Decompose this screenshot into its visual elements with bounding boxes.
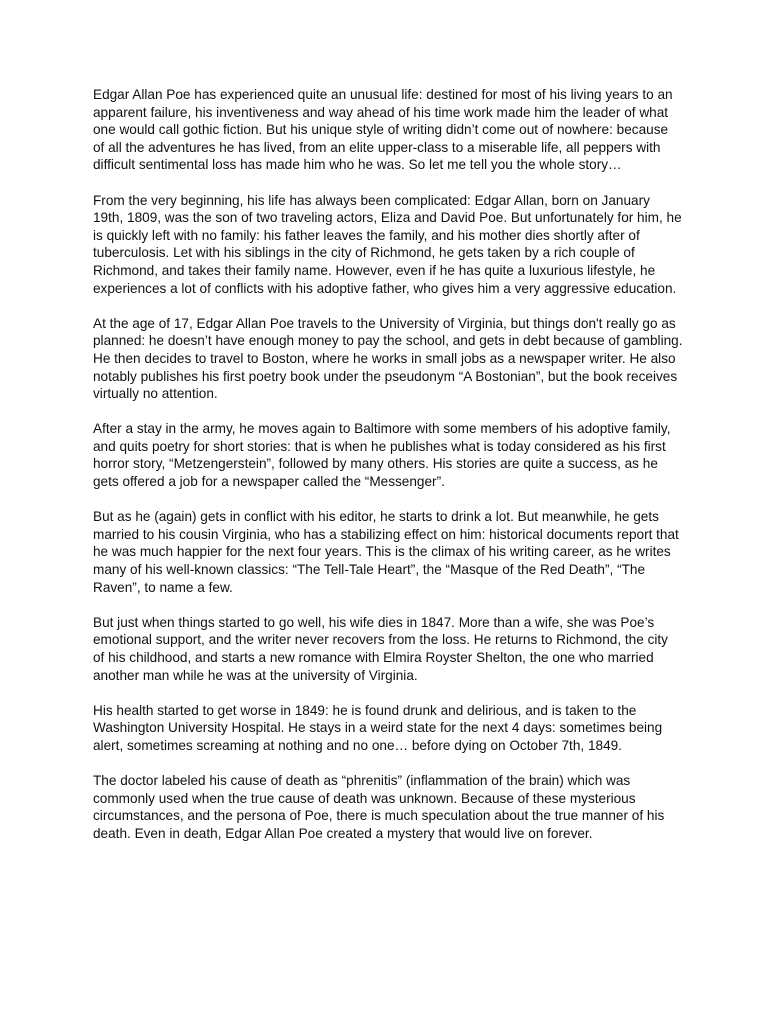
paragraph-marriage: But as he (again) gets in conflict with his editor, he starts to drink a lot. But meanwhile, he gets married to his cousin Virginia, who has a stabilizing effect on him: historical documents report that he was much happier for the next four years. This is the climax of his writing career, as he writes many of his well-known classics: “The Tell-Tale Heart”, the “Masque of the Red Death”, “The Raven”, to name a few. xyxy=(93,509,679,595)
paragraph-baltimore: After a stay in the army, he moves again to Baltimore with some members of his adoptive family, and quits poetry for short stories: that is when he publishes what is today considered as his first horror story, “Metzengerstein”, followed by many others. His stories are quite a success, as he gets offered a job for a newspaper called the “Messenger”. xyxy=(93,421,671,490)
paragraph-intro: Edgar Allan Poe has experienced quite an unusual life: destined for most of his living years to an apparent failure, his inventiveness and way ahead of his time work made him the leader of what one would call gothic fiction. But his unique style of writing didn’t come out of nowhere: because of all the adventures he has lived, from an elite upper-class to a miserable life, all peppers with difficult sentimental loss has made him who he was. So let me tell you the whole story… xyxy=(93,87,673,173)
paragraph-university: At the age of 17, Edgar Allan Poe travels to the University of Virginia, but things don't really go as planned: he doesn’t have enough money to pay the school, and gets in debt because of gambling. He then decides to travel to Boston, where he works in small jobs as a newspaper writer. He also notably publishes his first poetry book under the pseudonym “A Bostonian”, but the book receives virtually no attention. xyxy=(93,315,683,402)
paragraph-early-life: From the very beginning, his life has always been complicated: Edgar Allan, born on January 19th, 1809, was the son of two traveling actors, Eliza and David Poe. But unfortunately for him, he is quickly left with no family: his father leaves the family, and his mother dies shortly after of tuberculosis. Let with his siblings in the city of Richmond, he gets taken by a rich couple of Richmond, and takes their family name. However, even if he has quite a luxurious lifestyle, he experiences a lot of conflicts with his adoptive father, who gives him a very aggressive education. xyxy=(93,192,682,296)
paragraph-wife-death: But just when things started to go well, his wife dies in 1847. More than a wife, she was Poe’s emotional support, and the writer never recovers from the loss. He returns to Richmond, the city of his childhood, and starts a new romance with Elmira Royster Shelton, the one who married another man while he was at the university of Virginia. xyxy=(93,614,668,683)
paragraph-health: His health started to get worse in 1849: he is found drunk and delirious, and is taken to the Washington University Hospital. He stays in a weird state for the next 4 days: sometimes being alert, sometimes screaming at nothing and no one… before dying on October 7th, 1849. xyxy=(93,702,663,753)
paragraph-cause-of-death: The doctor labeled his cause of death as “phrenitis” (inflammation of the brain) which was commonly used when the true cause of death was unknown. Because of these mysterious circumstances, and the persona of Poe, there is much speculation about the true manner of his death. Even in death, Edgar Allan Poe created a mystery that would live on forever. xyxy=(93,773,665,841)
document-page xyxy=(93,86,683,860)
